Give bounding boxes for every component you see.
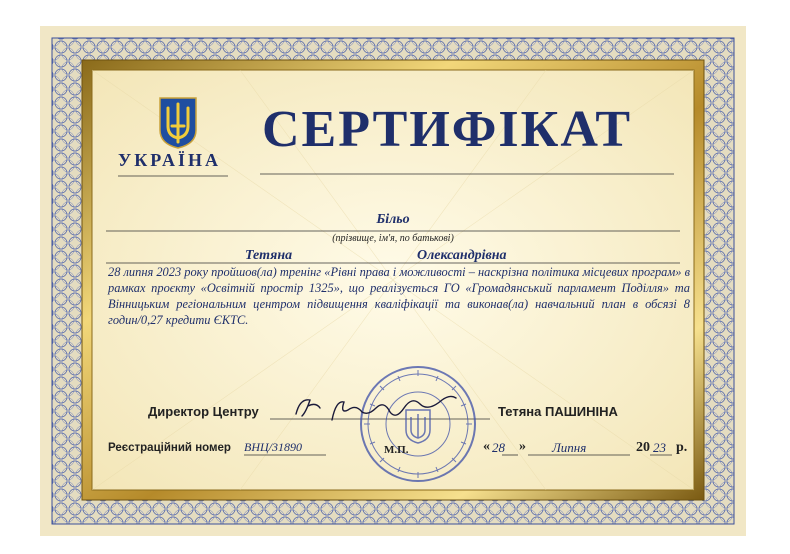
registration-number: ВНЦ/31890 xyxy=(244,440,302,454)
certificate-body-text: 28 липня 2023 року пройшов(ла) тренінг «Рівні права і можливості – наскрізна політика місцевих програм» в рамках проєкту «Освітній простір 1325», що реалізується ГО «Громадянський парламент Поділля» та Вінницьким регіональним центром підвищення кваліфікації та виконав(ла) навчальний план в обсязі 8 годин/0,27 кредити ЄКТС. xyxy=(108,265,690,327)
date-month: Липня xyxy=(552,440,587,455)
stamp-label: М.П. xyxy=(384,444,409,456)
date-year-prefix: 20 xyxy=(636,440,650,455)
date-day: 28 xyxy=(492,440,505,455)
certificate-title: СЕРТИФІКАТ xyxy=(262,101,633,158)
certificate xyxy=(40,26,746,536)
recipient-surname: Більо xyxy=(376,212,410,227)
date-quote-open: « xyxy=(483,439,490,454)
date-year-suffix: 23 xyxy=(653,440,666,455)
date-year-unit: р. xyxy=(676,440,688,455)
country-name: УКРАЇНА xyxy=(118,150,221,170)
trident-emblem-icon xyxy=(158,96,198,150)
director-signature xyxy=(292,390,462,430)
recipient-patronymic: Олександрівна xyxy=(417,248,507,263)
director-name: Тетяна ПАШИНІНА xyxy=(498,404,618,419)
date-quote-close: » xyxy=(519,439,526,454)
director-label: Директор Центру xyxy=(148,404,259,419)
registration-label: Реєстраційний номер xyxy=(108,442,231,454)
recipient-given-name: Тетяна xyxy=(245,248,293,263)
name-hint: (прізвище, ім'я, по батькові) xyxy=(332,233,454,244)
